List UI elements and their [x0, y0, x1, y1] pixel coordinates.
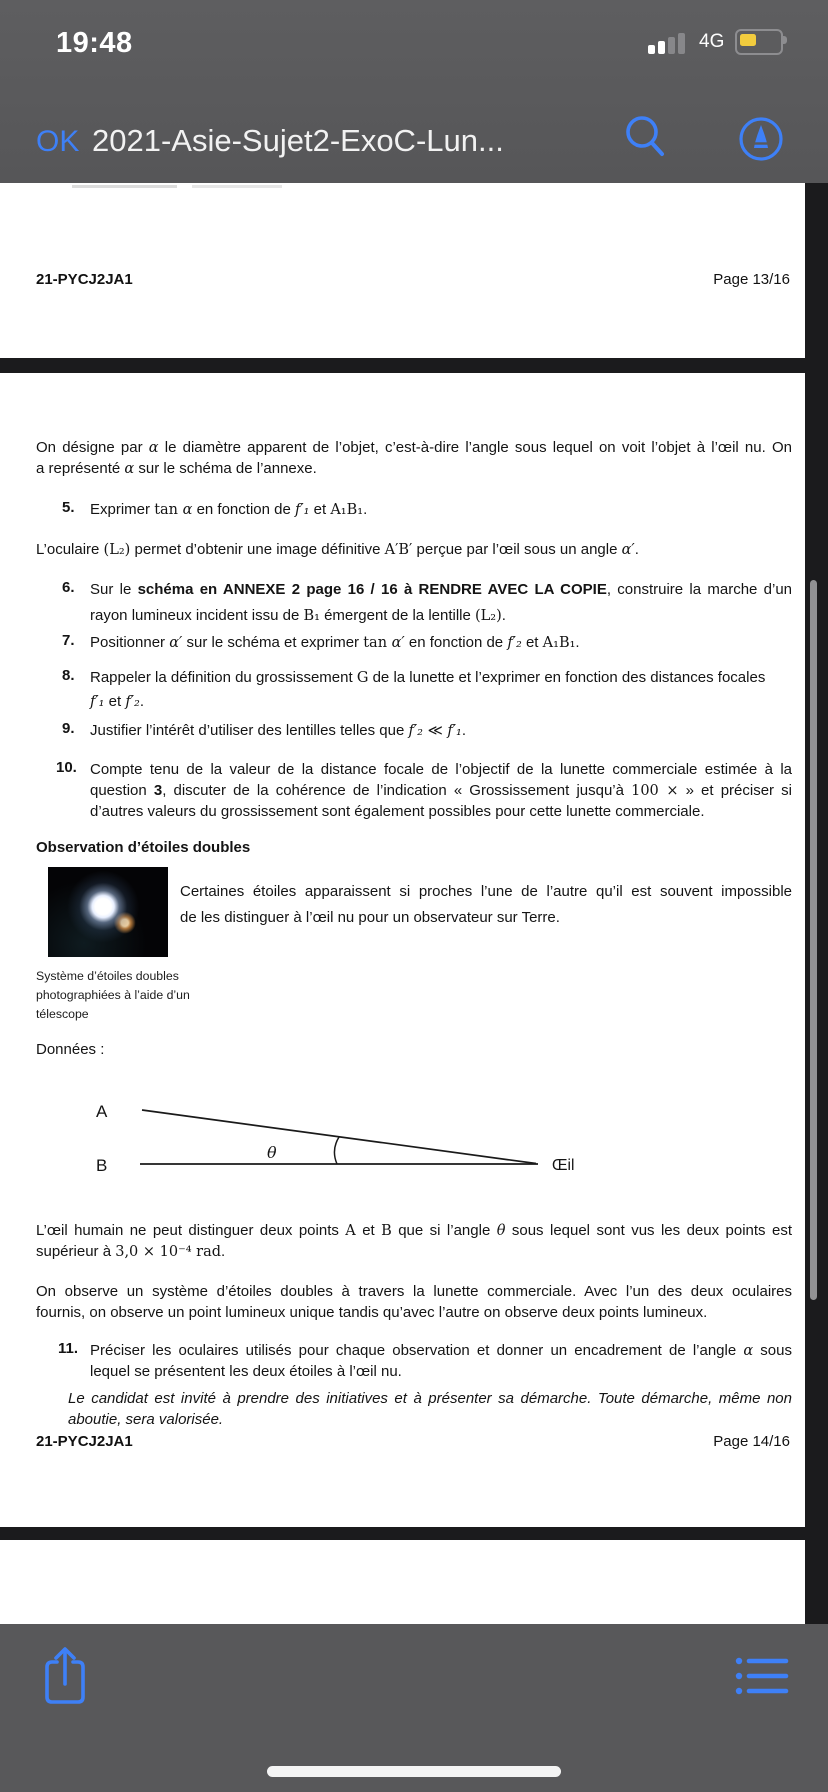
diagram-label-B: B [96, 1156, 108, 1175]
text-line: f′₁ et f′₂. [90, 693, 144, 710]
page-number: Page 13/16 [713, 271, 790, 288]
text-line: L’oculaire (L₂) permet d’obtenir une image définitive A′B′ perçue par l’œil sous un angle α′. [36, 541, 639, 558]
search-icon [622, 113, 668, 161]
cut-text-remnant [72, 185, 177, 188]
contents-list-button[interactable] [734, 1656, 792, 1698]
network-type-label: 4G [699, 31, 725, 52]
item-number: 7. [62, 632, 75, 649]
text-line: L’œil humain ne peut distinguer deux points A et B que si l’angle θ sous lequel sont vus les deux points est [36, 1222, 792, 1239]
text-line: Positionner α′ sur le schéma et exprimer tan α′ en fonction de f′₂ et A₁B₁. [90, 634, 580, 651]
diagram-label-theta: θ [267, 1143, 277, 1162]
text-line: a représenté α sur le schéma de l’annexe. [36, 460, 317, 477]
text-line: On observe un système d’étoiles doubles à travers la lunette commerciale. Avec l’un des deux oculaires [36, 1283, 792, 1300]
cut-text-remnant [192, 185, 282, 188]
text-line: Sur le schéma en ANNEXE 2 page 16 / 16 à RENDRE AVEC LA COPIE, construire la marche d’un [90, 581, 793, 598]
text-line: Certaines étoiles apparaissent si proches l’une de l’autre qu’il est souvent impossible [180, 883, 792, 900]
page-14[interactable] [0, 373, 805, 1527]
item-number: 8. [62, 667, 75, 684]
section-heading: Observation d’étoiles doubles [36, 839, 251, 856]
doc-code: 21-PYCJ2JA1 [36, 271, 133, 288]
scrollbar-thumb[interactable] [810, 580, 817, 1300]
markup-button[interactable] [737, 115, 785, 163]
text-line: question 3, discuter de la cohérence de l’indication « Grossissement jusqu’à 100 × » et préciser si [90, 782, 792, 799]
diagram-label-eye: Œil [552, 1157, 575, 1174]
top-navigation-bar [0, 0, 828, 183]
diagram-label-A: A [96, 1102, 108, 1121]
text-line: fournis, on observe un point lumineux unique tandis qu’avec l’autre on observe deux points lumineux. [36, 1304, 708, 1321]
page-15 [0, 1540, 805, 1624]
text-line: Rappeler la définition du grossissement G de la lunette et l’exprimer en fonction des distances focales [90, 669, 766, 686]
text-line: Préciser les oculaires utilisés pour chaque observation et donner un encadrement de l’angle α sous [90, 1342, 792, 1359]
page-13 [0, 183, 805, 358]
document-title: 2021-Asie-Sujet2-ExoC-Lun... [92, 123, 504, 158]
cellular-signal-icon [648, 30, 692, 54]
text-line: lequel se présentent les deux étoiles à l’œil nu. [90, 1363, 402, 1380]
text-line: rayon lumineux incident issu de B₁ émergent de la lentille (L₂). [90, 607, 506, 624]
photo-caption-line: photographiées à l’aide d’un [36, 988, 190, 1002]
text-line: supérieur à 3,0 × 10⁻⁴ rad. [36, 1243, 226, 1260]
text-line: On désigne par α le diamètre apparent de l’objet, c’est-à-dire l’angle sous lequel on voit l’objet à l’œil nu. On [36, 439, 792, 456]
candidate-note-line: aboutie, sera valorisée. [68, 1411, 224, 1428]
page-number: Page 14/16 [713, 1433, 790, 1450]
share-button[interactable] [44, 1646, 88, 1706]
battery-fill [740, 34, 756, 46]
text-line: de les distinguer à l’œil nu pour un observateur sur Terre. [180, 909, 560, 926]
text-line: Justifier l’intérêt d’utiliser des lentilles telles que f′₂ ≪ f′₁. [90, 722, 467, 739]
item-number: 5. [62, 499, 75, 516]
item-number: 9. [62, 720, 75, 737]
status-time: 19:48 [56, 27, 133, 59]
photo-caption-line: Système d’étoiles doubles [36, 969, 179, 983]
home-indicator[interactable] [267, 1766, 561, 1777]
item-number: 10. [56, 759, 77, 776]
doc-code: 21-PYCJ2JA1 [36, 1433, 133, 1450]
angle-diagram [60, 1060, 620, 1180]
candidate-note-line: Le candidat est invité à prendre des initiatives et à présenter sa démarche. Toute démarche, même non [68, 1390, 792, 1407]
share-icon [44, 1646, 88, 1706]
double-star-photo [48, 867, 168, 957]
text-line: d’autres valeurs du grossissement sont également possibles pour cette lunette commerciale. [90, 803, 705, 820]
photo-caption-line: télescope [36, 1007, 89, 1021]
text-line: Compte tenu de la valeur de la distance focale de l’objectif de la lunette commerciale estimée à la [90, 761, 792, 778]
ok-back-button[interactable]: OK [36, 125, 80, 158]
search-button[interactable] [622, 113, 668, 161]
data-label: Données : [36, 1041, 105, 1058]
text-line: Exprimer tan α en fonction de f′₁ et A₁B₁. [90, 501, 368, 518]
battery-cap [783, 36, 787, 44]
item-number: 11. [58, 1340, 79, 1357]
item-number: 6. [62, 579, 75, 596]
contents-list-icon [734, 1656, 792, 1698]
markup-icon [737, 115, 785, 163]
